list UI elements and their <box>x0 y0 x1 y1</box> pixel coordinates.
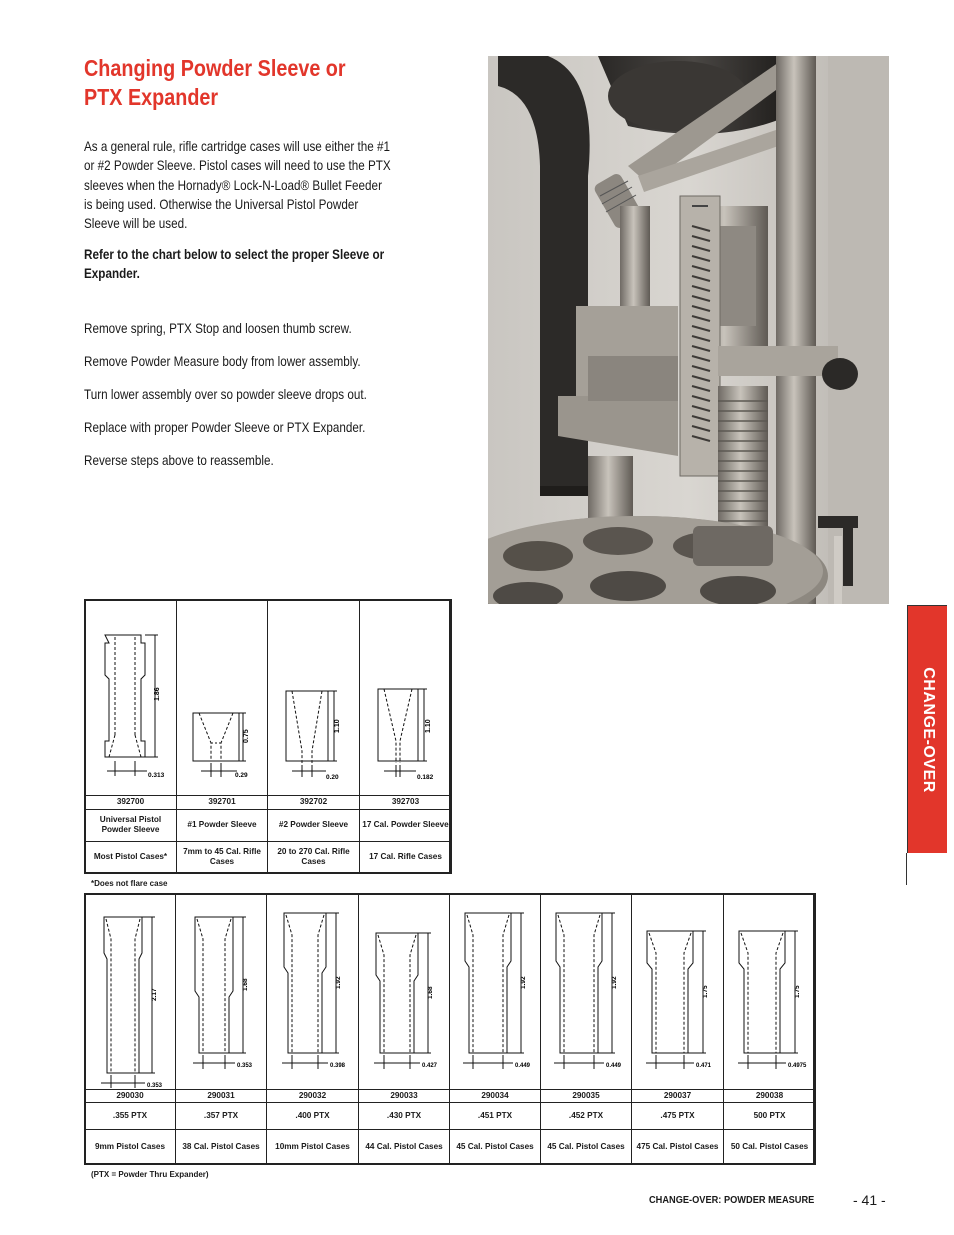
ptx-use: 10mm Pistol Cases <box>267 1129 359 1164</box>
ptx-dia-290038: 0.4975 <box>788 1063 807 1070</box>
ptx-drawing-290031 <box>176 894 267 1089</box>
sleeve-length-392701: 0.75 <box>243 729 250 744</box>
chart-instruction: Refer to the chart below to select the proper Sleeve or Expander. <box>84 247 385 282</box>
sleeve-drawing-392701 <box>177 600 268 795</box>
ptx-name: .357 PTX <box>176 1102 267 1129</box>
sleeve-use: 17 Cal. Rifle Cases <box>360 841 452 873</box>
ptx-part-number: 290031 <box>176 1089 267 1102</box>
sleeve-drawing-392702 <box>268 600 360 795</box>
ptx-dia-290034: 0.449 <box>515 1063 531 1070</box>
ptx-dia-290031: 0.353 <box>237 1063 253 1070</box>
ptx-use: 475 Cal. Pistol Cases <box>632 1129 724 1164</box>
sleeve-use: 20 to 270 Cal. Rifle Cases <box>268 841 360 873</box>
ptx-drawing-290032 <box>267 894 359 1089</box>
ptx-name: .400 PTX <box>267 1102 359 1129</box>
sleeve-dia-392703: 0.182 <box>417 774 434 782</box>
ptx-part-number: 290030 <box>85 1089 176 1102</box>
change-over-tab <box>907 605 947 853</box>
ptx-name: .355 PTX <box>85 1102 176 1129</box>
ptx-part-number: 290033 <box>359 1089 450 1102</box>
steps-list <box>84 320 411 485</box>
ptx-dia-290030: 0.353 <box>147 1083 163 1089</box>
ptx-use: 45 Cal. Pistol Cases <box>541 1129 632 1164</box>
powder-sleeve-table <box>84 599 452 874</box>
title-line-1: Changing Powder Sleeve or <box>84 55 346 81</box>
sleeve-dia-392700: 0.313 <box>148 772 165 780</box>
ptx-dia-290037: 0.471 <box>696 1063 712 1070</box>
sleeve-dia-392702: 0.20 <box>326 774 339 782</box>
powder-measure-photo <box>488 56 889 604</box>
sleeve-length-392700: 1.86 <box>154 687 161 702</box>
change-over-tab-label: CHANGE-OVER <box>919 666 937 793</box>
ptx-length-290034: 1.92 <box>520 976 527 990</box>
ptx-length-290035: 1.92 <box>611 976 618 990</box>
ptx-name: .475 PTX <box>632 1102 724 1129</box>
sleeve-name: 17 Cal. Powder Sleeve <box>360 809 452 841</box>
sleeve-name: #1 Powder Sleeve <box>177 809 268 841</box>
footer-section-label: CHANGE-OVER: POWDER MEASURE <box>649 1194 815 1206</box>
ptx-drawing-290038 <box>724 894 816 1089</box>
ptx-drawing-290035 <box>541 894 632 1089</box>
ptx-part-number: 290032 <box>267 1089 359 1102</box>
ptx-part-number: 290037 <box>632 1089 724 1102</box>
ptx-use: 44 Cal. Pistol Cases <box>359 1129 450 1164</box>
ptx-length-290033: 1.68 <box>427 986 434 1000</box>
ptx-name: 500 PTX <box>724 1102 816 1129</box>
ptx-use: 45 Cal. Pistol Cases <box>450 1129 541 1164</box>
ptx-dia-290033: 0.427 <box>422 1063 438 1070</box>
ptx-length-290030: 2.17 <box>151 988 158 1002</box>
ptx-footnote: (PTX = Powder Thru Expander) <box>91 1170 209 1179</box>
ptx-part-number: 290034 <box>450 1089 541 1102</box>
ptx-part-number: 290035 <box>541 1089 632 1102</box>
title-line-2: PTX Expander <box>84 84 219 110</box>
ptx-dia-290035: 0.449 <box>606 1063 622 1070</box>
step-1: Remove spring, PTX Stop and loosen thumb screw. <box>84 321 352 336</box>
step-4: Replace with proper Powder Sleeve or PTX Expander. <box>84 420 366 435</box>
ptx-length-290032: 1.92 <box>335 976 342 990</box>
ptx-dia-290032: 0.398 <box>330 1063 346 1070</box>
sleeve-use: Most Pistol Cases* <box>85 841 177 873</box>
ptx-length-290031: 1.68 <box>242 978 249 992</box>
page-number: - 41 - <box>853 1192 886 1208</box>
sleeve-footnote: *Does not flare case <box>91 879 168 888</box>
sleeve-use: 7mm to 45 Cal. Rifle Cases <box>177 841 268 873</box>
ptx-name: .452 PTX <box>541 1102 632 1129</box>
ptx-name: .451 PTX <box>450 1102 541 1129</box>
intro-paragraph: As a general rule, rifle cartridge cases will use either the #1 or #2 Powder Sleeve. Pistol cases will need to use the PTX sleeves when the Hornady® Lock-N-Load® Bullet Feeder is being used. Otherwise the Universal Pistol Powder Sleeve will be used. <box>84 139 391 232</box>
step-2: Remove Powder Measure body from lower assembly. <box>84 354 361 369</box>
sleeve-name: #2 Powder Sleeve <box>268 809 360 841</box>
ptx-use: 9mm Pistol Cases <box>85 1129 176 1164</box>
ptx-name: .430 PTX <box>359 1102 450 1129</box>
step-3: Turn lower assembly over so powder sleeve drops out. <box>84 387 367 402</box>
ptx-use: 38 Cal. Pistol Cases <box>176 1129 267 1164</box>
ptx-drawing-290033 <box>359 894 450 1089</box>
page-title <box>84 54 411 112</box>
ptx-expander-table <box>84 893 816 1165</box>
side-tab-divider <box>906 853 907 885</box>
ptx-drawing-290030 <box>85 894 176 1089</box>
ptx-drawing-290034 <box>450 894 541 1089</box>
sleeve-dia-392701: 0.29 <box>235 772 248 780</box>
sleeve-length-392702: 1.10 <box>334 719 341 734</box>
sleeve-part-number: 392702 <box>268 795 360 809</box>
sleeve-part-number: 392700 <box>85 795 177 809</box>
ptx-use: 50 Cal. Pistol Cases <box>724 1129 816 1164</box>
sleeve-part-number: 392703 <box>360 795 452 809</box>
sleeve-drawing-392700 <box>85 600 177 795</box>
sleeve-drawing-392703 <box>360 600 452 795</box>
ptx-length-290038: 1.75 <box>794 985 801 999</box>
sleeve-part-number: 392701 <box>177 795 268 809</box>
ptx-part-number: 290038 <box>724 1089 816 1102</box>
ptx-drawing-290037 <box>632 894 724 1089</box>
sleeve-name: Universal Pistol Powder Sleeve <box>85 809 177 841</box>
sleeve-length-392703: 1.10 <box>425 719 432 734</box>
ptx-length-290037: 1.75 <box>702 985 709 999</box>
step-5: Reverse steps above to reassemble. <box>84 453 274 468</box>
